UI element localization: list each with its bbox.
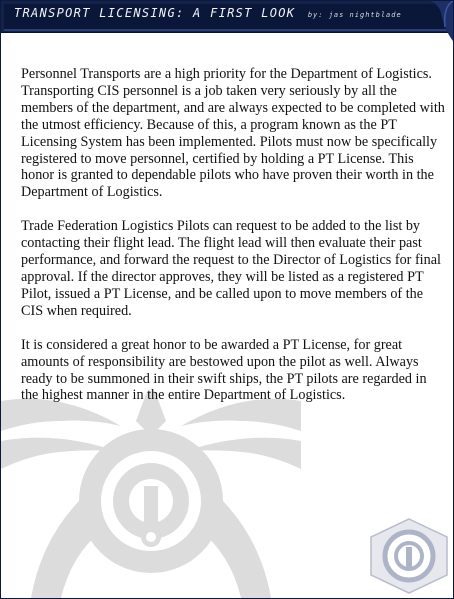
cis-logo-icon <box>367 517 451 595</box>
cis-emblem-watermark-icon <box>1 391 301 598</box>
header-banner <box>1 1 453 33</box>
paragraph: It is considered a great honor to be awarded a PT License, for great amounts of responsibility are bestowed upon the pilot as well. Always ready to be summoned in their swift ships, the PT pilots are regarded in the highest manner in the entire Department of Logistics. <box>21 336 427 404</box>
article-body <box>21 66 445 421</box>
paragraph: Personnel Transports are a high priority for the Department of Logistics. Transporting CIS personnel is a job taken very seriously by all the members of the department, and are always expected to be completed with the utmost efficiency. Because of this, a program known as the PT Licensing System has been implemented. Pilots must now be specifically registered to move personnel, certified by holding a PT License. This honor is granted to dependable pilots who have proven their worth in the Department of Logistics. <box>21 66 445 201</box>
corner-curl-icon <box>423 1 453 41</box>
paragraph: Trade Federation Logistics Pilots can request to be added to the list by contacting their flight lead. The flight lead will then evaluate their past performance, and forward the request to the Director of Logistics for final approval. If the director approves, they will be listed as a registered PT Pilot, issued a PT License, and be called upon to move members of the CIS when required. <box>21 218 441 319</box>
page-title <box>14 6 402 20</box>
title-text: TRANSPORT LICENSING: A FIRST LOOK <box>14 6 296 20</box>
author-byline: by: jas nightblade <box>307 11 402 19</box>
